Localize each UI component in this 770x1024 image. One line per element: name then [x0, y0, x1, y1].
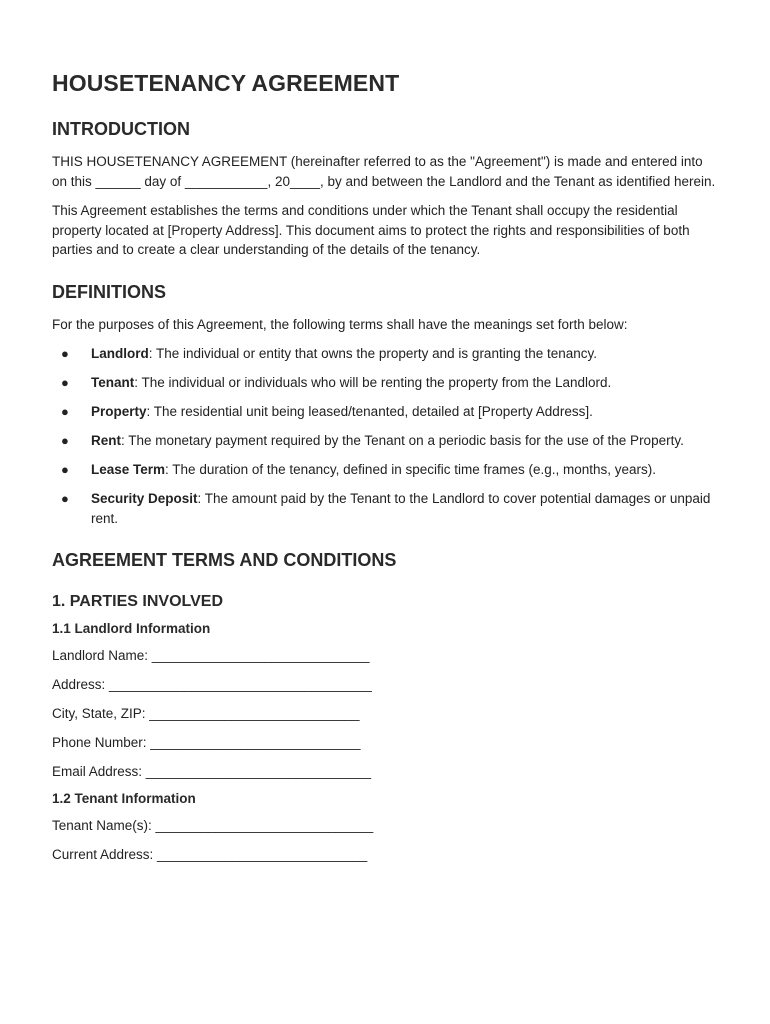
terms-section	[52, 550, 718, 865]
definition-item	[52, 402, 718, 422]
bullet-icon: ●	[61, 404, 69, 419]
definition-term: Property	[91, 404, 147, 419]
parties-heading: 1. PARTIES INVOLVED	[52, 593, 223, 610]
tenant-current-address-field[interactable]: Current Address: ____________________________	[52, 847, 368, 862]
bullet-icon: ●	[61, 462, 69, 477]
terms-heading: AGREEMENT TERMS AND CONDITIONS	[52, 550, 397, 570]
bullet-icon: ●	[61, 433, 69, 448]
introduction-heading: INTRODUCTION	[52, 119, 190, 139]
landlord-info-heading: 1.1 Landlord Information	[52, 621, 211, 636]
bullet-icon: ●	[61, 491, 69, 506]
definition-item	[52, 373, 718, 393]
definitions-heading: DEFINITIONS	[52, 281, 167, 302]
introduction-section	[52, 119, 718, 260]
landlord-address-field[interactable]: Address: ___________________________________	[52, 677, 372, 692]
bullet-icon: ●	[61, 346, 69, 361]
definitions-list	[52, 344, 718, 528]
introduction-paragraph-2: This Agreement establishes the terms and conditions under which the Tenant shall occupy the residential property located at [Property Address]. This document aims to protect the rights and responsibilities of both parties and to create a clear understanding of the details of the tenancy.	[52, 203, 690, 257]
document-title: HOUSETENANCY AGREEMENT	[52, 70, 400, 96]
definition-item	[52, 431, 718, 451]
tenant-name-field[interactable]: Tenant Name(s): _____________________________	[52, 818, 374, 833]
definition-item	[52, 344, 718, 364]
definitions-lead: For the purposes of this Agreement, the following terms shall have the meanings set forth below:	[52, 316, 628, 332]
bullet-icon: ●	[61, 375, 69, 390]
definition-term: Lease Term	[91, 462, 166, 477]
definition-term: Landlord	[91, 346, 149, 361]
definition-text: : The individual or individuals who will be renting the property from the Landlord.	[134, 375, 612, 390]
landlord-email-field[interactable]: Email Address: ______________________________	[52, 764, 372, 779]
definition-text: : The residential unit being leased/tenanted, detailed at [Property Address].	[146, 404, 593, 419]
definition-item	[52, 489, 718, 528]
landlord-name-field[interactable]: Landlord Name: _____________________________	[52, 648, 370, 663]
definition-item	[52, 460, 718, 480]
definition-text: : The monetary payment required by the Tenant on a periodic basis for the use of the Property.	[121, 433, 684, 448]
definition-term: Security Deposit	[91, 491, 198, 506]
definitions-section	[52, 282, 718, 529]
landlord-city-state-zip-field[interactable]: City, State, ZIP: ____________________________	[52, 706, 360, 721]
tenant-info-heading: 1.2 Tenant Information	[52, 791, 196, 806]
definition-text: : The amount paid by the Tenant to the Landlord to cover potential damages or unpaid rent.	[91, 491, 711, 526]
definition-text: : The duration of the tenancy, defined in specific time frames (e.g., months, years).	[165, 462, 657, 477]
introduction-paragraph-1: THIS HOUSETENANCY AGREEMENT (hereinafter referred to as the "Agreement") is made and entered into on this ______ day of ___________, 20____, by and between the Landlord and the Tenant as identified herein.	[52, 154, 716, 189]
landlord-phone-field[interactable]: Phone Number: ____________________________	[52, 735, 361, 750]
definition-term: Tenant	[91, 375, 135, 390]
definition-text: : The individual or entity that owns the property and is granting the tenancy.	[148, 346, 598, 361]
definition-term: Rent	[91, 433, 121, 448]
